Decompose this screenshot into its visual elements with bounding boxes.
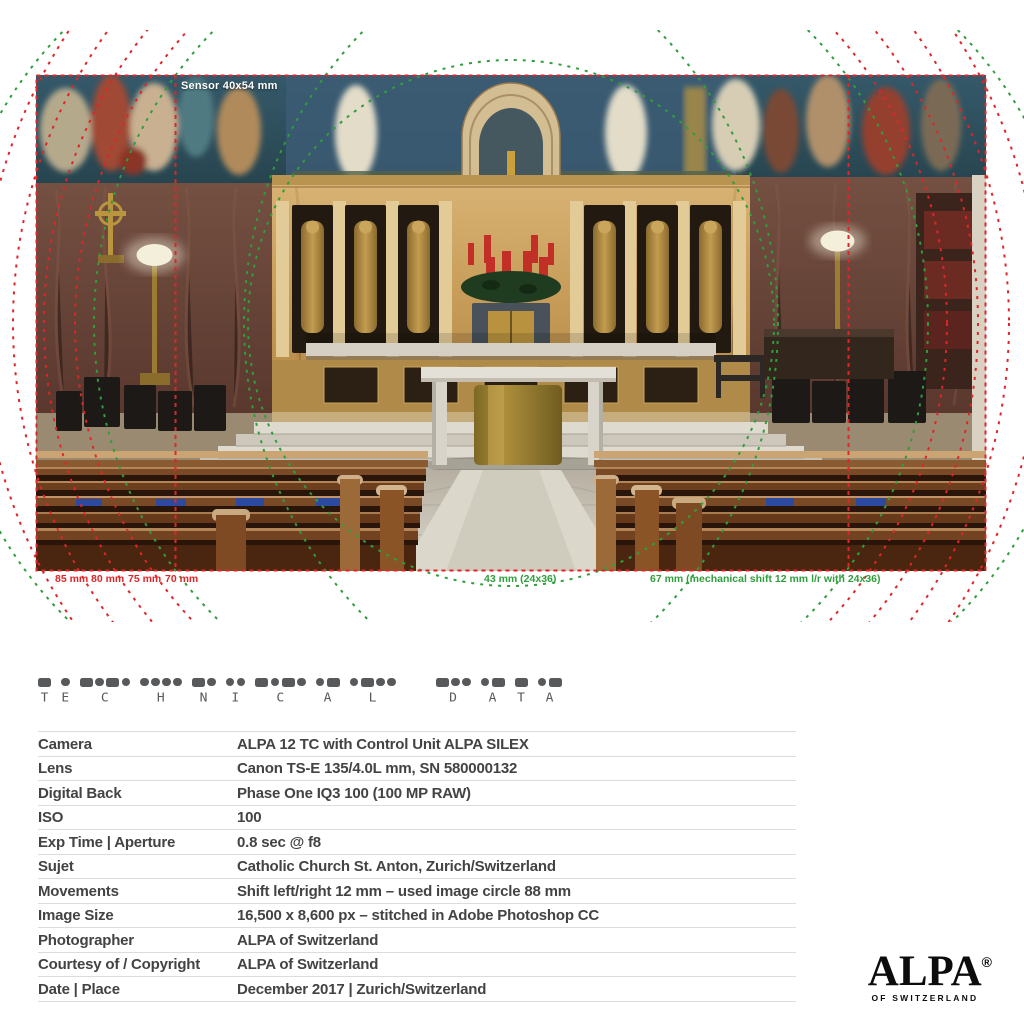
focal-label-85mm: 85 mm <box>55 573 89 585</box>
table-row <box>38 731 796 757</box>
church-photo <box>36 75 986 571</box>
title-letter: A <box>538 676 562 706</box>
focal-label-80mm: 80 mm <box>91 573 125 585</box>
alpa-logo-text: ALPA <box>867 948 982 995</box>
row-label: Image Size <box>38 907 114 924</box>
row-label: Date | Place <box>38 980 120 998</box>
row-value: December 2017 | Zurich/Switzerland <box>237 980 487 998</box>
row-value: Phase One IQ3 100 (100 MP RAW) <box>237 784 471 802</box>
focal-label-70mm: 70 mm <box>165 573 199 585</box>
table-row <box>38 977 796 1002</box>
title-letter: A <box>316 676 340 706</box>
row-label: Sujet <box>38 858 74 875</box>
row-label: Exp Time | Aperture <box>38 833 176 851</box>
spec-table <box>38 731 796 1002</box>
alpa-logo <box>868 942 992 1003</box>
table-row <box>38 757 796 782</box>
table-row <box>38 806 796 831</box>
table-row <box>38 855 796 880</box>
row-label: Movements <box>38 882 119 900</box>
title-letter: L <box>350 676 396 706</box>
table-row <box>38 904 796 929</box>
focal-label-67mm: 67 mm (mechanical shift 12 mm l/r with 24x36) <box>650 573 881 585</box>
table-row <box>38 781 796 806</box>
row-label: Camera <box>38 735 92 753</box>
focal-label-75mm: 75 mm <box>128 573 162 585</box>
row-value: Catholic Church St. Anton, Zurich/Switzerland <box>237 858 556 875</box>
title-letter: E <box>61 676 70 706</box>
row-value: 0.8 sec @ f8 <box>237 833 321 851</box>
row-value: Shift left/right 12 mm – used image circle 88 mm <box>237 882 571 900</box>
title-letter: I <box>226 676 246 706</box>
row-label: Lens <box>38 760 73 777</box>
title-letter: H <box>140 676 182 706</box>
title-letter: N <box>192 676 216 706</box>
row-value: 100 <box>237 809 262 826</box>
row-label: Photographer <box>38 931 134 949</box>
title-letter: C <box>80 676 131 706</box>
technical-data-title <box>38 676 572 706</box>
row-value: Canon TS-E 135/4.0L mm, SN 580000132 <box>237 760 518 777</box>
row-value: 16,500 x 8,600 px – stitched in Adobe Photoshop CC <box>237 907 600 924</box>
row-value: ALPA of Switzerland <box>237 956 379 973</box>
row-value: ALPA 12 TC with Control Unit ALPA SILEX <box>237 735 529 753</box>
title-letter: T <box>38 676 51 706</box>
table-row <box>38 953 796 978</box>
church-photo-illustration <box>36 75 986 571</box>
alpa-logo-tagline: OF SWITZERLAND <box>871 993 979 1003</box>
table-row <box>38 928 796 953</box>
title-letter: C <box>255 676 306 706</box>
registered-mark: ® <box>981 954 992 970</box>
row-label: Digital Back <box>38 784 122 802</box>
title-letter: D <box>436 676 471 706</box>
sensor-size-label: Sensor 40x54 mm <box>181 80 278 92</box>
table-row <box>38 830 796 855</box>
row-label: Courtesy of / Copyright <box>38 956 201 973</box>
title-letter: T <box>515 676 528 706</box>
table-row <box>38 879 796 904</box>
focal-label-43mm: 43 mm (24x36) <box>484 573 557 585</box>
row-label: ISO <box>38 809 64 826</box>
title-letter: A <box>481 676 505 706</box>
row-value: ALPA of Switzerland <box>237 931 379 949</box>
